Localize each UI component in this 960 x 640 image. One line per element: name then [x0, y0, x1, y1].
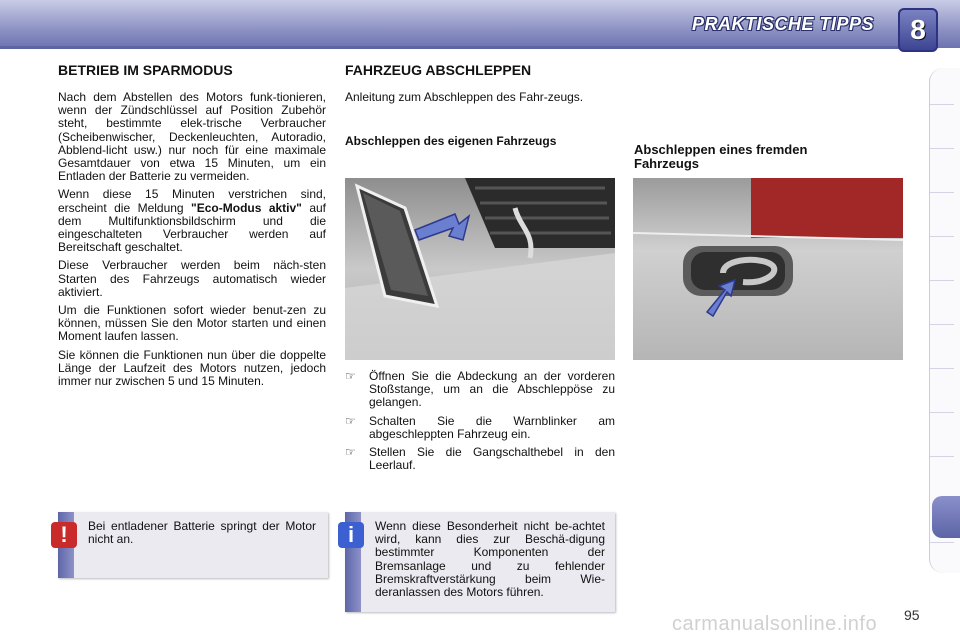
watermark: carmanualsonline.info: [672, 613, 878, 635]
pointing-hand-icon: ☞: [345, 445, 356, 460]
pointing-hand-icon: ☞: [345, 413, 356, 428]
towing-section: [345, 62, 615, 148]
subheading-other-vehicle: Abschleppen eines fremden Fahrzeugs: [634, 142, 808, 171]
list-item: ☞ Schalten Sie die Warnblinker am abgeschleppten Fahrzeug ein.: [345, 413, 615, 441]
warning-text: Bei entladener Batterie springt der Motor nicht an.: [88, 519, 316, 547]
rear-towing-eye-photo: [633, 178, 903, 360]
list-item: ☞ Öffnen Sie die Abdeckung an der vorderen Stoßstange, um an die Abschleppöse zu gelangen.: [345, 369, 615, 410]
info-note: [345, 512, 615, 612]
page-number: 95: [904, 607, 920, 623]
chapter-tabs[interactable]: [929, 68, 960, 573]
towing-intro: Anleitung zum Abschleppen des Fahr-zeugs.: [345, 90, 584, 104]
pointing-hand-icon: ☞: [345, 369, 356, 383]
active-chapter-tab[interactable]: [932, 496, 960, 538]
list-item: ☞ Stellen Sie die Gangschalthebel in den Leerlauf.: [345, 445, 615, 473]
info-text: Wenn diese Besonderheit nicht be-achtet wird, kann dies zur Beschä-digung bestimmter Komponenten der Bremsanlage und zu fehlender Bremskraftverstärkung beim Wie-deranlassen des Motors führen.: [375, 519, 605, 600]
paragraph: Diese Verbraucher werden beim näch-sten Starten des Fahrzeugs automatisch wieder aktiviert.: [58, 258, 326, 299]
towing-instructions: [345, 370, 615, 477]
chapter-number-badge: 8: [898, 8, 938, 52]
section-heading-towing: FAHRZEUG ABSCHLEPPEN: [345, 62, 532, 78]
chapter-title: PRAKTISCHE TIPPS: [691, 14, 874, 34]
paragraph: Sie können die Funktionen nun über die doppelte Länge der Laufzeit des Motors nutzen, jedoch immer nur zwischen 5 und 15 Minuten.: [58, 347, 326, 389]
info-icon: i: [338, 522, 364, 548]
paragraph-eco-message: Wenn diese 15 Minuten verstrichen sind, erscheint die Meldung "Eco-Modus aktiv" auf dem Multifunktionsbildschirm und die eingeschalteten Verbraucher werden auf Bereitschaft geschaltet.: [58, 187, 327, 255]
warning-icon: !: [51, 522, 77, 548]
paragraph: Nach dem Abstellen des Motors funk-tionieren, wenn der Zündschlüssel auf Position Zubehör steht, bestimmte elek-trische Verbraucher (Scheibenwischer, Deckenleuchten, Autoradio, Abblend-licht usw.) nur noch für eine maximale Gesamtdauer von etwa 15 Minuten, um ein Entladen der Batterie zu vermeiden.: [58, 90, 326, 184]
paragraph: Um die Funktionen sofort wieder benut-zen zu können, müssen Sie den Motor starten und einen Moment laufen lassen.: [58, 303, 326, 344]
front-bumper-photo: [345, 178, 615, 360]
header-rule: [0, 46, 900, 49]
warning-note: [58, 512, 328, 578]
section-heading-eco-mode: BETRIEB IM SPARMODUS: [58, 62, 233, 78]
subheading-own-vehicle: Abschleppen des eigenen Fahrzeugs: [345, 134, 557, 149]
eco-mode-section: [58, 62, 326, 393]
